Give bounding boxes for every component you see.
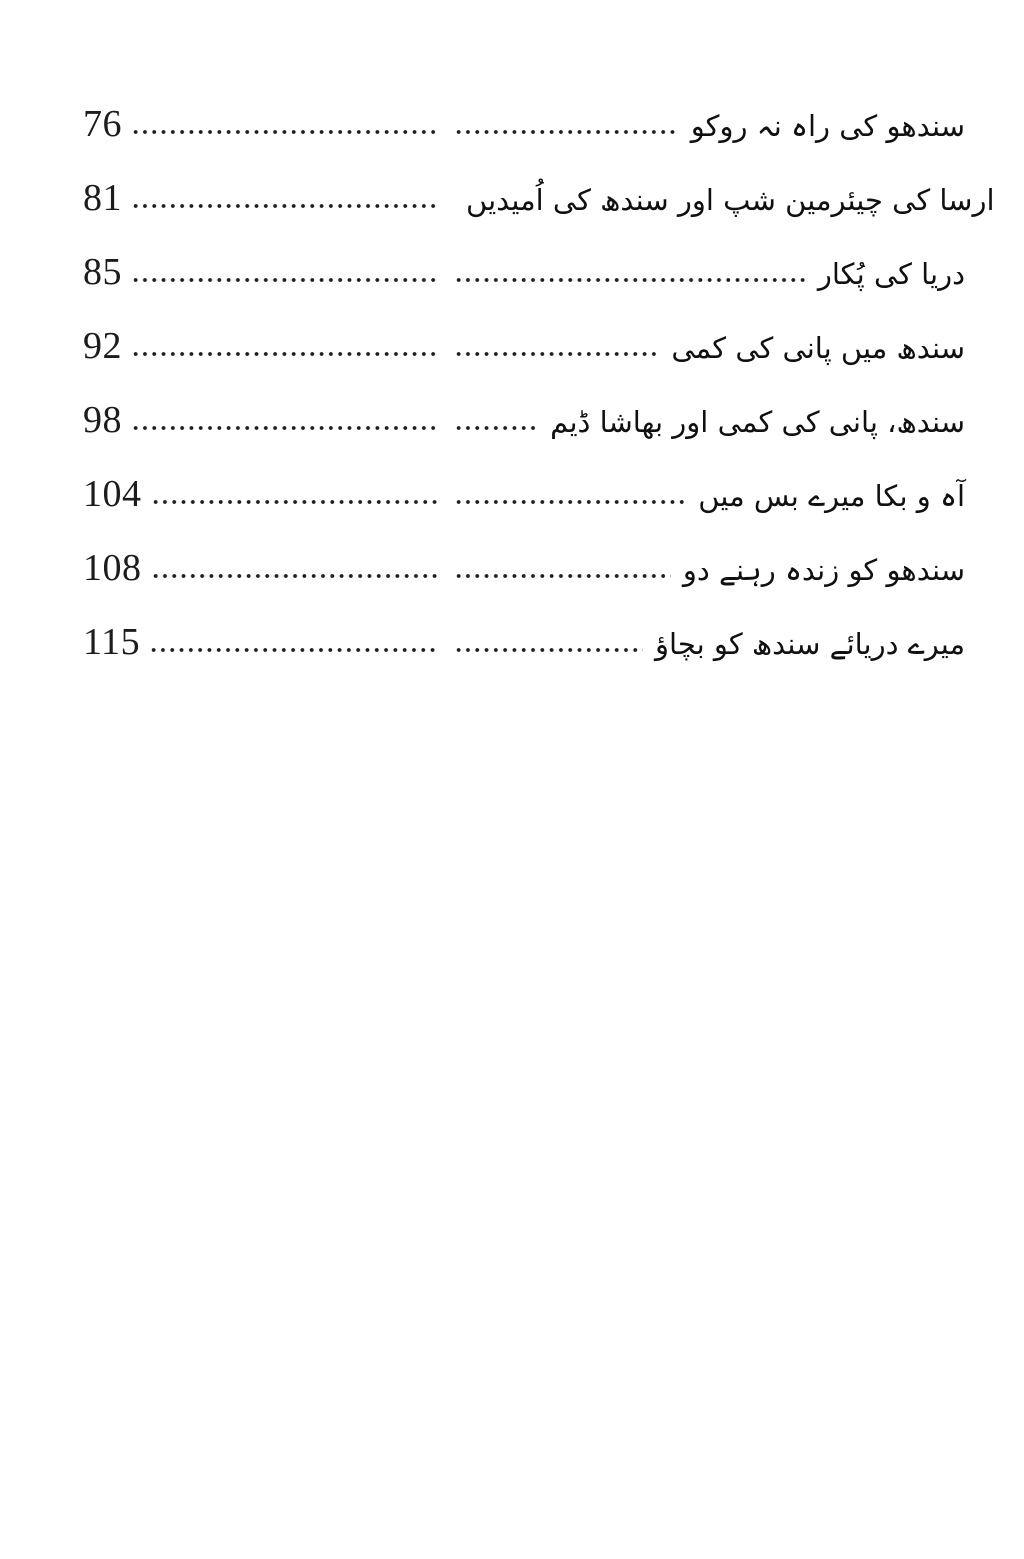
toc-entry-left (83, 104, 437, 146)
dot-leader (454, 350, 659, 358)
leader-gap (437, 209, 454, 210)
toc-entry (83, 252, 965, 326)
toc-entry-left (83, 400, 437, 442)
toc-entry (83, 326, 965, 400)
toc-entry-title: سندھو کی راہ نہ روکو (690, 109, 965, 143)
toc-entry-title: آہ و بکا میرے بس میں (698, 479, 965, 513)
toc-entry-title: سندھ، پانی کی کمی اور بھاشا ڈیم (550, 405, 965, 439)
toc-entry (83, 474, 965, 548)
toc-entry-left (83, 326, 437, 368)
dot-leader (131, 128, 437, 136)
toc-entry (83, 177, 995, 252)
toc-page-number: 104 (83, 473, 142, 515)
toc-page-number: 92 (83, 325, 122, 367)
leader-gap (437, 431, 454, 432)
dot-leader (454, 572, 671, 580)
dot-leader (131, 350, 437, 358)
dot-leader (454, 276, 806, 284)
toc-page-number: 76 (83, 103, 122, 145)
dot-leader (454, 498, 686, 506)
dot-leader (131, 276, 437, 284)
toc-page-number: 85 (83, 251, 122, 293)
toc-entry-left (83, 252, 437, 294)
toc-entry-left (83, 178, 437, 220)
dot-leader (131, 202, 437, 210)
dot-leader (454, 424, 538, 432)
toc-entry-title: دریا کی پُکار (817, 257, 965, 291)
leader-gap (437, 653, 454, 654)
dot-leader (151, 572, 438, 580)
table-of-contents (83, 103, 995, 696)
leader-gap (437, 579, 454, 580)
dot-leader (131, 424, 437, 432)
dot-leader (454, 128, 679, 136)
toc-entry-left (83, 474, 437, 516)
toc-entry (83, 622, 965, 696)
leader-gap (437, 505, 454, 506)
leader-gap (437, 283, 454, 284)
toc-page-number: 81 (83, 177, 122, 219)
toc-entry-left (83, 548, 437, 590)
leader-gap (437, 135, 454, 136)
dot-leader (454, 646, 643, 654)
dot-leader (149, 646, 437, 654)
toc-entry-title: میرے دریائے سندھ کو بچاؤ (655, 627, 965, 661)
toc-entry (83, 104, 965, 178)
toc-entry-title: سندھو کو زندہ رہنے دو (682, 553, 965, 587)
toc-entry-title: سندھ میں پانی کی کمی (671, 331, 965, 365)
toc-entry (83, 400, 965, 474)
toc-entry (83, 548, 965, 622)
toc-page-number: 115 (83, 621, 141, 663)
toc-page-number: 98 (83, 399, 122, 441)
toc-page-number: 108 (83, 547, 142, 589)
leader-gap (437, 357, 454, 358)
dot-leader (151, 498, 438, 506)
toc-entry-left (83, 622, 437, 664)
toc-entry-title: ارسا کی چیئرمین شپ اور سندھ کی اُمیدیں (466, 183, 995, 217)
